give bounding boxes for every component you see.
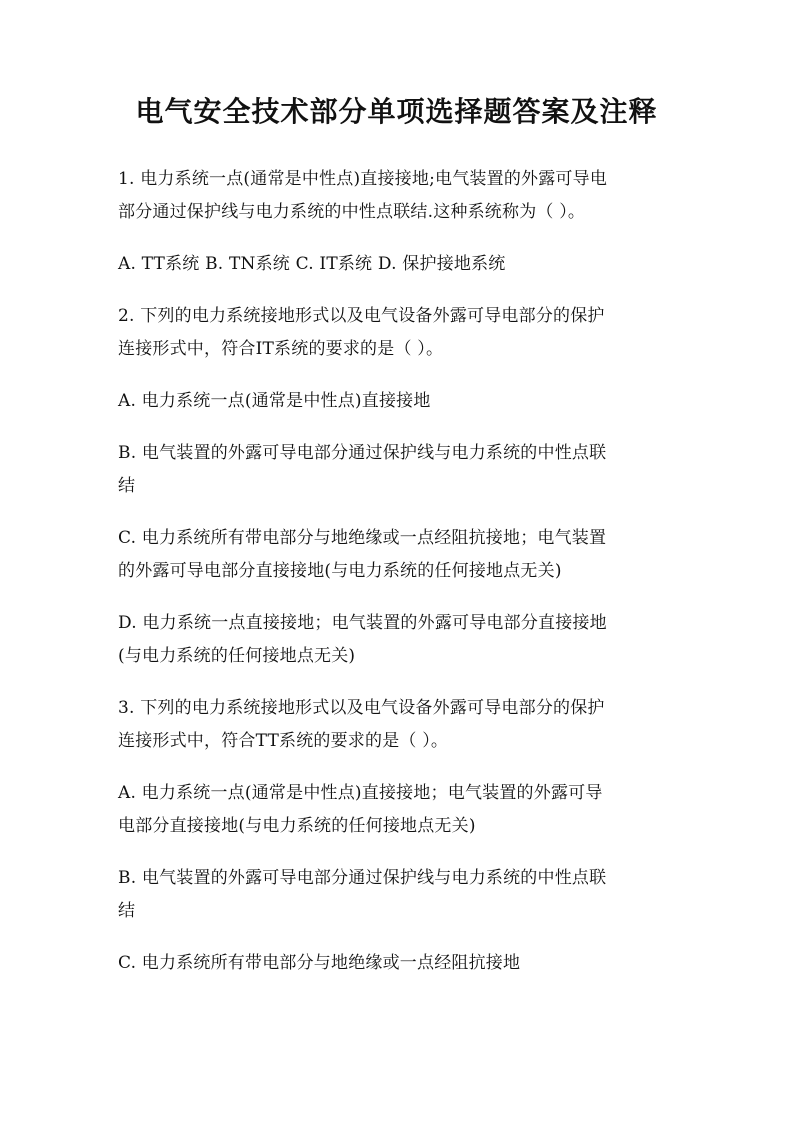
text-line: D. 电力系统一点直接接地；电气装置的外露可导电部分直接接地 — [118, 613, 607, 633]
text-line: B. 电气装置的外露可导电部分通过保护线与电力系统的中性点联 — [118, 443, 607, 463]
question-3-option-b — [118, 862, 680, 928]
question-2-option-a — [118, 385, 680, 418]
text-line: 3. 下列的电力系统接地形式以及电气设备外露可导电部分的保护 — [118, 698, 605, 718]
question-1-stem — [118, 163, 680, 229]
text-line: C. 电力系统所有带电部分与地绝缘或一点经阻抗接地；电气装置 — [118, 528, 607, 548]
text-line: 连接形式中，符合TT系统的要求的是（ ）。 — [118, 731, 449, 751]
page-title: 电气安全技术部分单项选择题答案及注释 — [135, 95, 658, 128]
text-line: B. 电气装置的外露可导电部分通过保护线与电力系统的中性点联 — [118, 868, 607, 888]
text-line: A. 电力系统一点(通常是中性点)直接接地；电气装置的外露可导 — [118, 783, 603, 803]
question-2-option-d — [118, 607, 680, 673]
question-3-stem — [118, 692, 680, 758]
document-body — [118, 163, 680, 999]
text-line: 1. 电力系统一点(通常是中性点)直接接地;电气装置的外露可导电 — [118, 169, 608, 189]
question-2-option-b — [118, 437, 680, 503]
question-1-options — [118, 248, 680, 281]
question-3-option-a — [118, 777, 680, 843]
text-line: 部分通过保护线与电力系统的中性点联结.这种系统称为（ ）。 — [118, 202, 586, 222]
text-line: A. 电力系统一点(通常是中性点)直接接地 — [118, 391, 431, 411]
question-3-option-c — [118, 947, 680, 980]
text-line: A. TT系统 B. TN系统 C. IT系统 D. 保护接地系统 — [118, 254, 506, 274]
text-line: 连接形式中，符合IT系统的要求的是（ ）。 — [118, 339, 444, 359]
text-line: 的外露可导电部分直接接地(与电力系统的任何接地点无关) — [118, 561, 562, 581]
text-line: (与电力系统的任何接地点无关) — [118, 646, 356, 666]
question-2-option-c — [118, 522, 680, 588]
text-line: 结 — [118, 476, 136, 496]
text-line: 电部分直接接地(与电力系统的任何接地点无关) — [118, 816, 476, 836]
text-line: C. 电力系统所有带电部分与地绝缘或一点经阻抗接地 — [118, 953, 521, 973]
text-line: 2. 下列的电力系统接地形式以及电气设备外露可导电部分的保护 — [118, 306, 605, 326]
question-2-stem — [118, 300, 680, 366]
text-line: 结 — [118, 901, 136, 921]
